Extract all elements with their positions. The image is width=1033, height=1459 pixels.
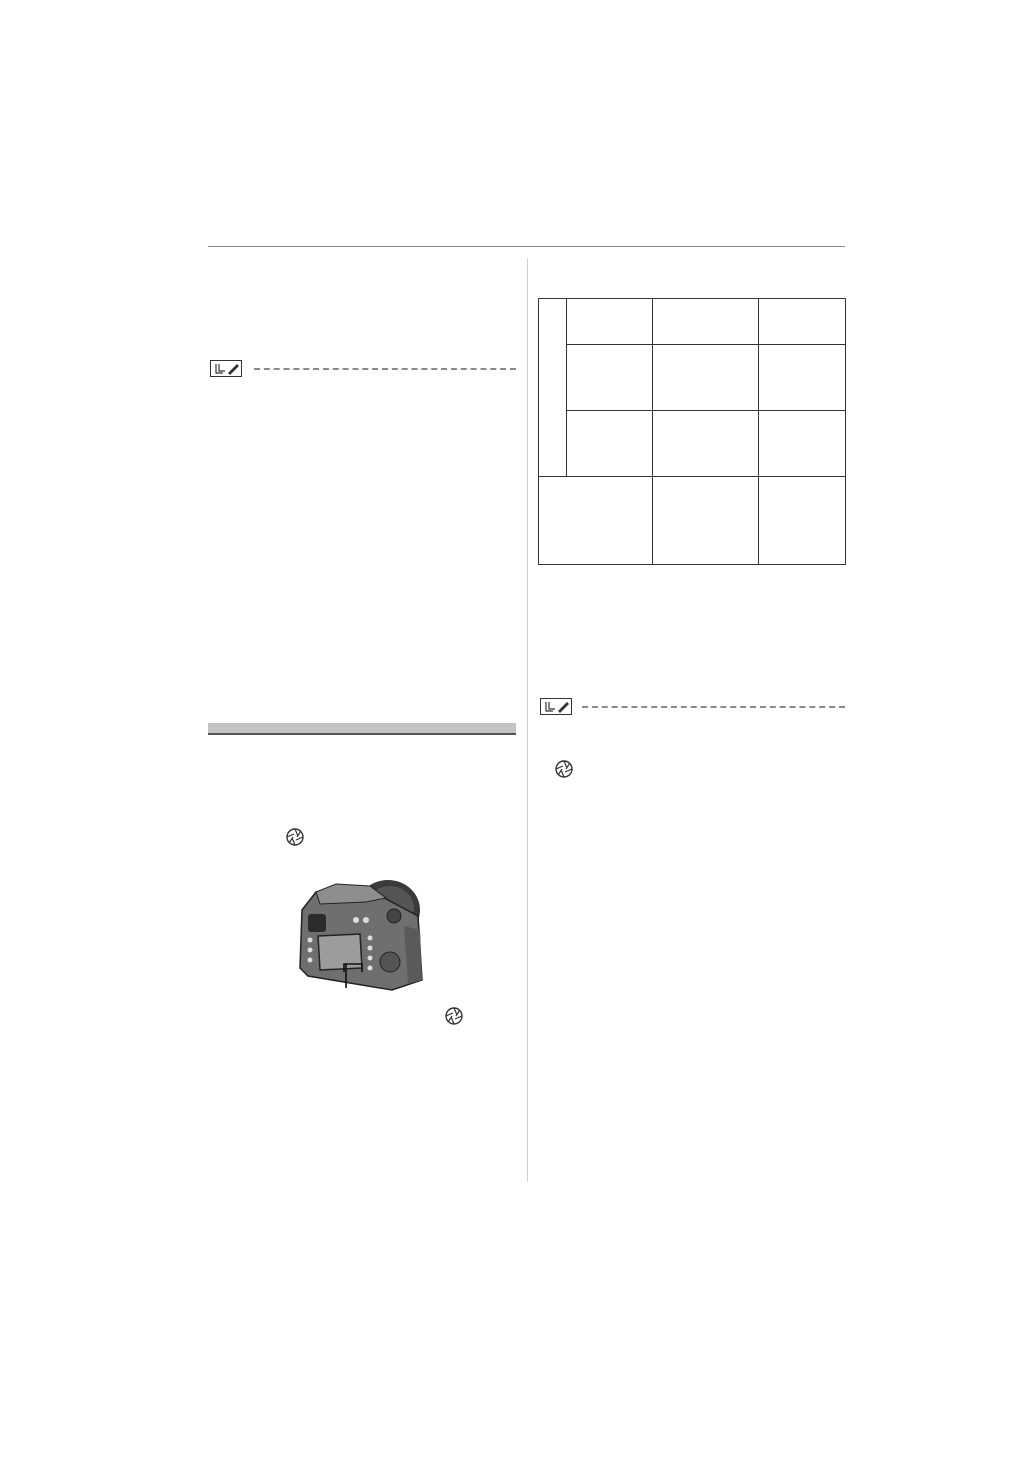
table-cell bbox=[567, 345, 653, 411]
aperture-icon bbox=[285, 827, 305, 847]
section-heading-bar bbox=[208, 723, 516, 733]
note-separator-left bbox=[210, 360, 516, 378]
memo-pencil-icon bbox=[540, 698, 572, 715]
note-separator-right bbox=[540, 698, 845, 716]
dashed-line bbox=[582, 706, 845, 708]
header-rule bbox=[208, 246, 845, 247]
table-cell bbox=[759, 411, 846, 477]
table-cell bbox=[539, 477, 653, 565]
table-cell bbox=[653, 477, 759, 565]
table-cell bbox=[539, 299, 567, 477]
table-cell bbox=[567, 411, 653, 477]
table-cell bbox=[567, 299, 653, 345]
camera-back-illustration bbox=[296, 876, 426, 994]
table-cell bbox=[653, 411, 759, 477]
table-cell bbox=[759, 345, 846, 411]
aperture-icon bbox=[554, 759, 574, 779]
section-heading-underline bbox=[208, 733, 516, 735]
settings-table bbox=[538, 298, 846, 565]
dashed-line bbox=[254, 368, 516, 370]
memo-pencil-icon bbox=[210, 360, 242, 377]
table-cell bbox=[759, 477, 846, 565]
table-cell bbox=[653, 345, 759, 411]
column-divider bbox=[527, 258, 528, 1182]
table-cell bbox=[653, 299, 759, 345]
aperture-icon bbox=[444, 1006, 464, 1026]
table-cell bbox=[759, 299, 846, 345]
